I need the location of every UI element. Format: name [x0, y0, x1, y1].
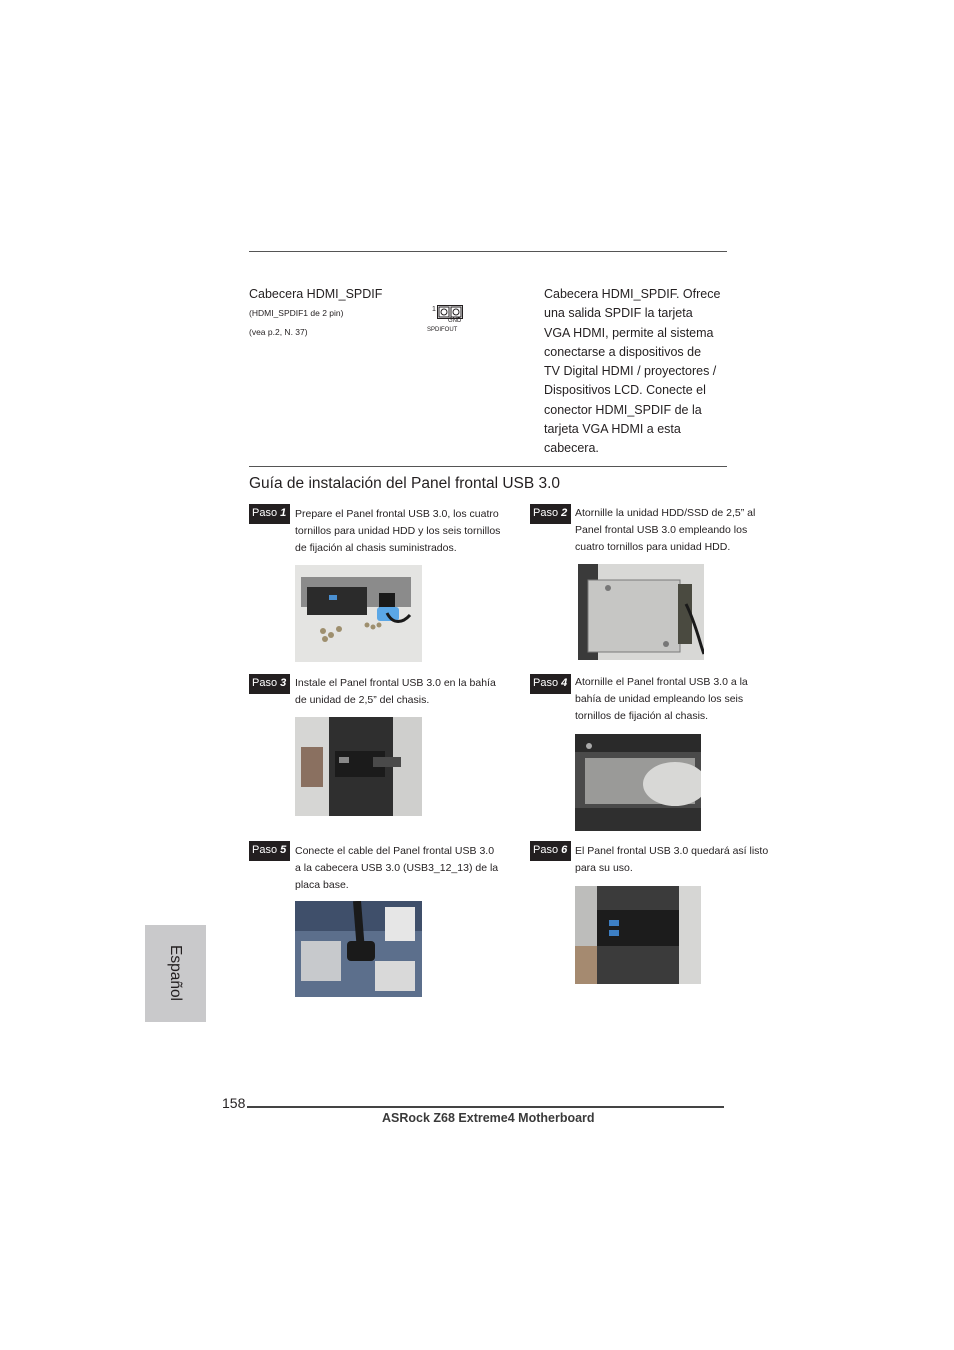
step-4-photo [575, 734, 701, 831]
language-side-tab [145, 925, 206, 1022]
header-title: Cabecera HDMI_SPDIF [249, 287, 383, 301]
desc-line: TV Digital HDMI / proyectores / [544, 364, 717, 379]
desc-line: una salida SPDIF la tarjeta [544, 306, 693, 321]
footer-product: ASRock Z68 Extreme4 Motherboard [382, 1111, 595, 1125]
header-description [544, 285, 726, 459]
desc-line: conector HDMI_SPDIF de la [544, 402, 702, 417]
desc-line: tarjeta VGA HDMI a esta [544, 422, 681, 437]
desc-line: conectarse a dispositivos de [544, 344, 702, 359]
desc-line: Dispositivos LCD. Conecte el [544, 383, 706, 398]
desc-line: Cabecera HDMI_SPDIF. Ofrece [544, 287, 721, 301]
step-5-photo [295, 901, 422, 997]
step-6-photo [575, 886, 701, 984]
step-text-2: Atornille la unidad HDD/SSD de 2,5” al Panel frontal USB 3.0 empleando los cuatro tornillos para unidad HDD. [575, 507, 756, 553]
gnd-label: GND [448, 318, 462, 324]
step-badge-4: Paso 4 [530, 674, 571, 694]
step-badge-1: Paso 1 [249, 504, 290, 524]
step-text-6: El Panel frontal USB 3.0 quedará así listo para su uso. [575, 845, 769, 874]
desc-line: cabecera. [544, 441, 599, 456]
pin1-label: 1 [432, 306, 436, 313]
section-divider [249, 466, 727, 467]
step-text-3: Instale el Panel frontal USB 3.0 en la bahía de unidad de 2,5” del chasis. [295, 677, 496, 706]
page-number: 158 [222, 1095, 246, 1111]
spdifout-label: SPDIFOUT [427, 327, 458, 333]
step-text-1: Prepare el Panel frontal USB 3.0, los cuatro tornillos para unidad HDD y los seis tornillos de fijación al chasis suministrados. [295, 508, 501, 554]
step-text-5: Conecte el cable del Panel frontal USB 3.0 a la cabecera USB 3.0 (USB3_12_13) de la placa base. [295, 845, 499, 891]
language-label: Español [167, 944, 184, 1002]
step-2-photo [578, 564, 704, 660]
spdif-connector-diagram [427, 302, 467, 338]
step-badge-6: Paso 6 [530, 841, 571, 861]
step-badge-3: Paso 3 [249, 674, 290, 694]
header-subtitle-pins: (HDMI_SPDIF1 de 2 pin) [249, 308, 344, 318]
section-title: Guía de instalación del Panel frontal USB 3.0 [249, 475, 561, 492]
step-3-photo [295, 717, 422, 816]
desc-line: VGA HDMI, permite al sistema [544, 325, 714, 340]
step-badge-5: Paso 5 [249, 841, 290, 861]
header-subtitle-ref: (vea p.2, N. 37) [249, 327, 308, 337]
footer-divider [247, 1106, 724, 1108]
top-divider [249, 251, 727, 252]
connector-pins-icon [437, 305, 463, 319]
step-text-4: Atornille el Panel frontal USB 3.0 a la bahía de unidad empleando los seis tornillos de fijación al chasis. [575, 676, 748, 722]
step-badge-2: Paso 2 [530, 504, 571, 524]
step-1-photo [295, 565, 422, 662]
